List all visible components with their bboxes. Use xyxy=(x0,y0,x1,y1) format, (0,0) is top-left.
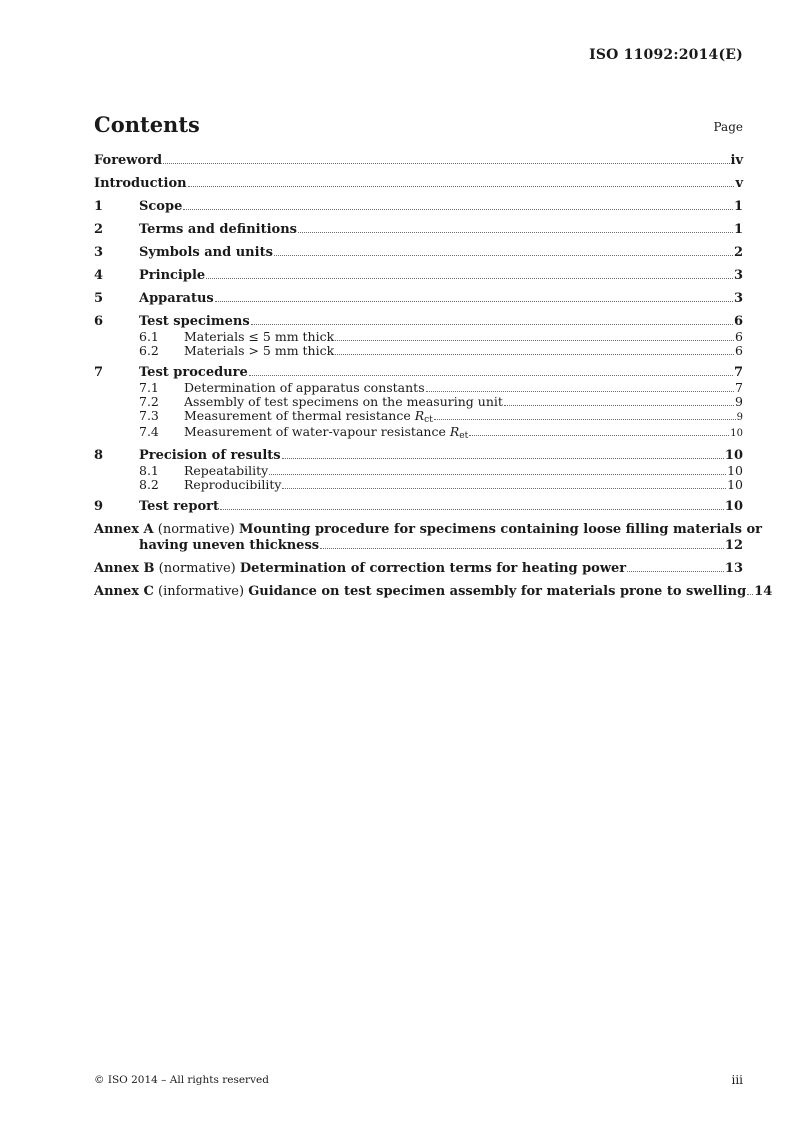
dot-leader xyxy=(335,340,734,341)
toc-entry-1[interactable] xyxy=(94,199,743,215)
dot-leader xyxy=(183,209,733,210)
toc-page: 10 xyxy=(727,463,743,478)
toc-page: 3 xyxy=(733,291,743,306)
annex-label: Annex B xyxy=(94,561,155,576)
dot-leader xyxy=(747,594,753,595)
toc-entry-8[interactable] xyxy=(94,448,743,464)
dot-leader xyxy=(469,435,729,436)
title-row xyxy=(94,112,743,140)
annex-title-continued: having uneven thickness xyxy=(139,538,320,553)
toc-text xyxy=(184,425,468,441)
toc-entry-4[interactable] xyxy=(94,268,743,284)
toc-text: Terms and definitions xyxy=(139,222,297,237)
dot-leader xyxy=(269,474,726,475)
toc-entry-annex-b[interactable] xyxy=(94,561,743,577)
toc-text: Scope xyxy=(139,199,183,214)
toc-number: 7.4 xyxy=(139,424,159,439)
toc-number: 7 xyxy=(94,365,104,380)
dot-leader xyxy=(215,301,733,302)
symbol: R xyxy=(414,408,425,423)
toc-page: 6 xyxy=(735,343,743,358)
dot-leader xyxy=(282,458,724,459)
symbol-subscript: et xyxy=(459,431,469,441)
toc-page: 9 xyxy=(735,394,743,409)
copyright-footer: © ISO 2014 – All rights reserved xyxy=(94,1074,269,1086)
dot-leader xyxy=(220,509,724,510)
dot-leader xyxy=(335,354,734,355)
toc-entry-annex-c[interactable] xyxy=(94,584,773,600)
toc-text: Test specimens xyxy=(139,314,250,329)
toc-number: 6.2 xyxy=(139,343,159,358)
toc-text: Repeatability xyxy=(184,463,269,478)
dot-leader xyxy=(426,391,734,392)
toc-page: v xyxy=(735,176,743,191)
toc-entry-6-1[interactable] xyxy=(94,330,743,344)
toc-text: Foreword xyxy=(94,153,163,168)
toc-page: 13 xyxy=(724,561,743,576)
toc-number: 9 xyxy=(94,499,104,514)
toc-page: 10 xyxy=(727,477,743,492)
dot-leader xyxy=(188,186,735,187)
toc-number: 7.3 xyxy=(139,408,159,423)
toc-page: 1 xyxy=(733,222,743,237)
dot-leader xyxy=(251,324,733,325)
toc-text: Test procedure xyxy=(139,365,248,380)
toc-number: 3 xyxy=(94,245,104,260)
toc-number: 8 xyxy=(94,448,104,463)
toc-page: 1 xyxy=(733,199,743,214)
toc-entry-7-1[interactable] xyxy=(94,381,743,395)
dot-leader xyxy=(282,488,726,489)
toc-page: 10 xyxy=(730,428,743,439)
table-of-contents xyxy=(94,153,773,600)
toc-entry-7-3[interactable] xyxy=(94,409,743,425)
toc-entry-introduction[interactable] xyxy=(94,176,743,192)
annex-title: Determination of correction terms for heating power xyxy=(239,561,627,576)
dot-leader xyxy=(206,278,733,279)
toc-entry-8-1[interactable] xyxy=(94,464,743,478)
page-title: Contents xyxy=(94,112,200,137)
page-number: iii xyxy=(731,1073,743,1087)
dot-leader xyxy=(274,255,733,256)
annex-type: (normative) xyxy=(157,522,235,537)
toc-number: 4 xyxy=(94,268,104,283)
toc-number: 5 xyxy=(94,291,104,306)
toc-page: 7 xyxy=(735,380,743,395)
annex-title: Mounting procedure for specimens containing loose filling materials or xyxy=(238,522,762,537)
toc-number: 6.1 xyxy=(139,329,159,344)
dot-leader xyxy=(504,405,734,406)
toc-text: Determination of apparatus constants xyxy=(184,380,425,395)
toc-number: 7.1 xyxy=(139,380,159,395)
toc-entry-foreword[interactable] xyxy=(94,153,743,169)
symbol: R xyxy=(449,424,460,439)
dot-leader xyxy=(627,571,724,572)
dot-leader xyxy=(434,419,736,420)
toc-text-main: Measurement of water-vapour resistance xyxy=(184,424,450,439)
toc-number: 8.1 xyxy=(139,463,159,478)
toc-entry-5[interactable] xyxy=(94,291,743,307)
toc-text: Apparatus xyxy=(139,291,214,306)
toc-text: Principle xyxy=(139,268,206,283)
toc-entry-8-2[interactable] xyxy=(94,478,743,492)
toc-text: Symbols and units xyxy=(139,245,273,260)
toc-page: 6 xyxy=(733,314,743,329)
toc-text: Precision of results xyxy=(139,448,281,463)
toc-number: 6 xyxy=(94,314,104,329)
page-column-label: Page xyxy=(713,120,743,134)
annex-type: (normative) xyxy=(158,561,236,576)
toc-text: Materials > 5 mm thick xyxy=(184,343,335,358)
toc-text: Test report xyxy=(139,499,220,514)
annex-label: Annex C xyxy=(94,584,154,599)
toc-text: Materials ≤ 5 mm thick xyxy=(184,329,335,344)
annex-title: Guidance on test specimen assembly for materials prone to swelling xyxy=(248,584,747,599)
document-code: ISO 11092:2014(E) xyxy=(589,47,743,63)
toc-entry-6-2[interactable] xyxy=(94,344,743,358)
toc-text: Reproducibility xyxy=(184,477,282,492)
dot-leader xyxy=(298,232,733,233)
toc-number: 2 xyxy=(94,222,104,237)
toc-page: 6 xyxy=(735,329,743,344)
toc-number: 7.2 xyxy=(139,394,159,409)
toc-entry-9[interactable] xyxy=(94,499,743,515)
toc-entry-6[interactable] xyxy=(94,314,743,330)
toc-page: 12 xyxy=(724,538,743,553)
toc-page: 14 xyxy=(754,584,773,599)
toc-entry-annex-a[interactable] xyxy=(94,522,762,554)
dot-leader xyxy=(320,548,724,549)
toc-number: 8.2 xyxy=(139,477,159,492)
toc-entry-3[interactable] xyxy=(94,245,743,261)
toc-page: 10 xyxy=(724,448,743,463)
dot-leader xyxy=(163,163,729,164)
toc-page: 2 xyxy=(733,245,743,260)
toc-text-main: Measurement of thermal resistance xyxy=(184,408,415,423)
symbol-subscript: ct xyxy=(424,415,433,425)
toc-page: 3 xyxy=(733,268,743,283)
toc-entry-7-4[interactable] xyxy=(94,425,743,441)
toc-entry-7-2[interactable] xyxy=(94,395,743,409)
toc-entry-7[interactable] xyxy=(94,365,743,381)
toc-text: Introduction xyxy=(94,176,187,191)
dot-leader xyxy=(249,375,733,376)
toc-page: 10 xyxy=(724,499,743,514)
toc-page: 9 xyxy=(736,412,743,423)
toc-text: Assembly of test specimens on the measuring unit xyxy=(184,394,503,409)
toc-page: 7 xyxy=(733,365,743,380)
annex-label: Annex A xyxy=(94,522,154,537)
toc-entry-2[interactable] xyxy=(94,222,743,238)
toc-page: iv xyxy=(730,153,743,168)
annex-type: (informative) xyxy=(158,584,245,599)
toc-text xyxy=(184,409,433,425)
toc-number: 1 xyxy=(94,199,104,214)
